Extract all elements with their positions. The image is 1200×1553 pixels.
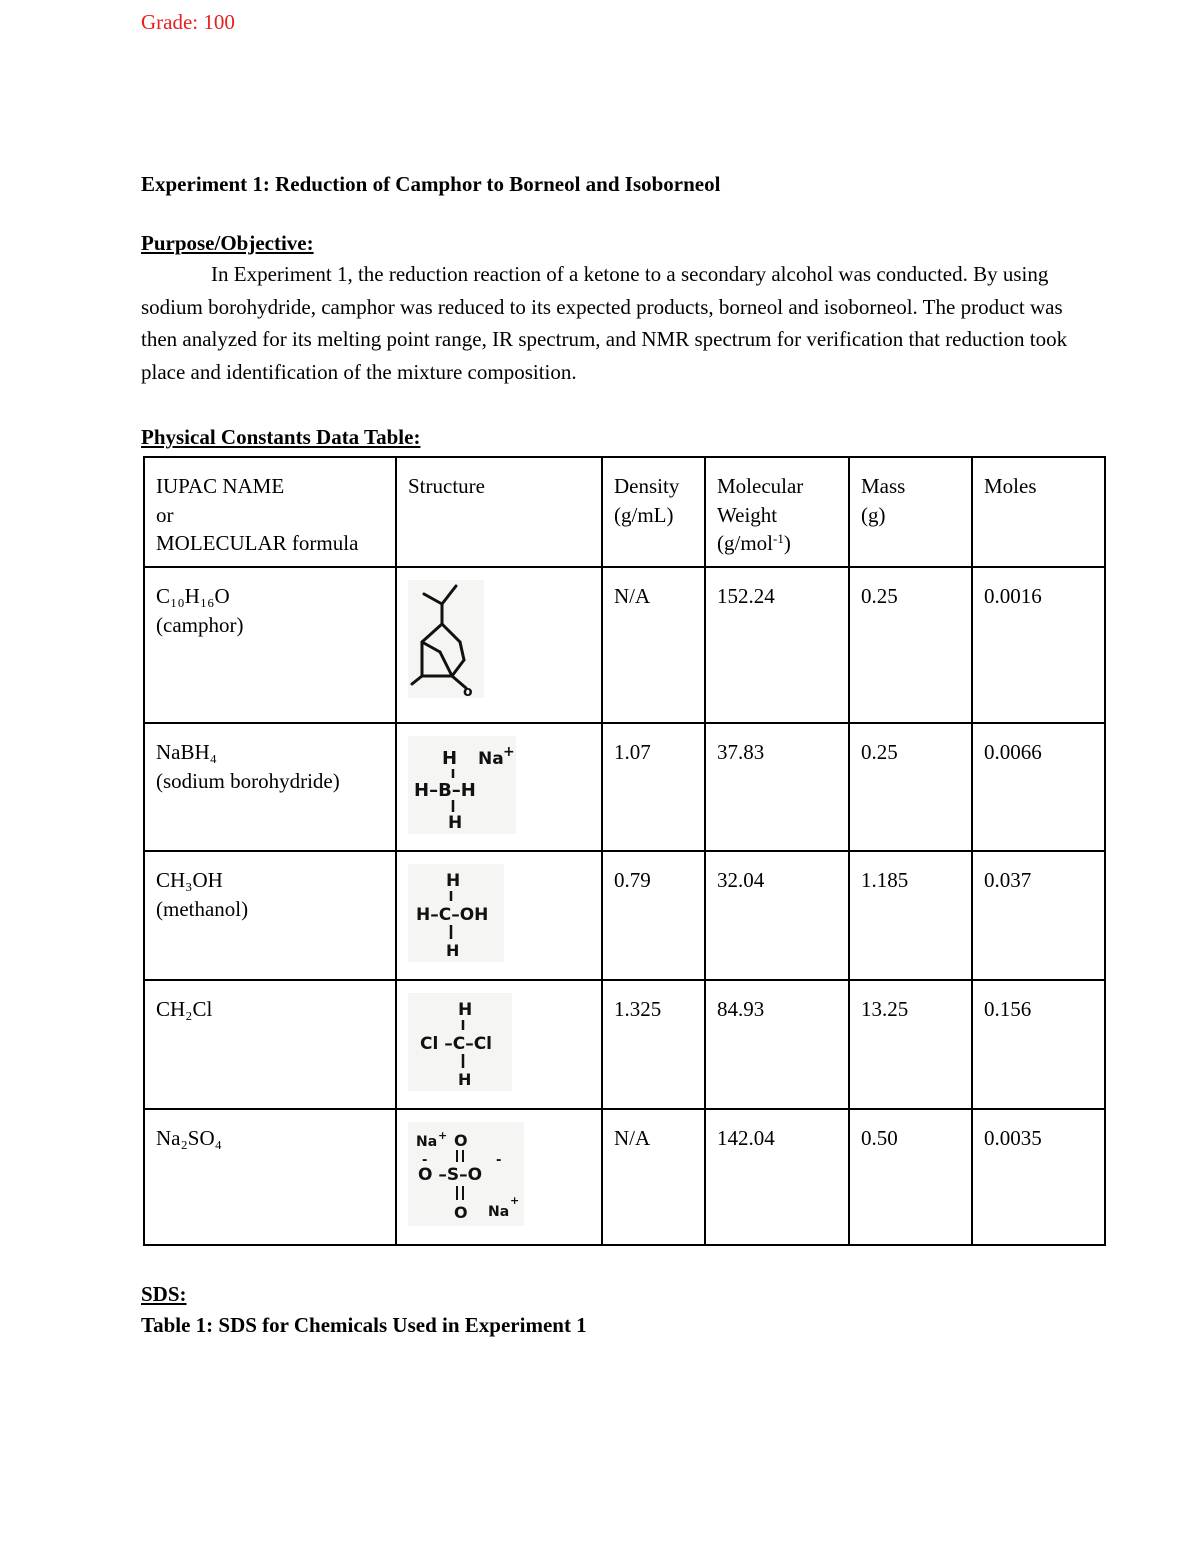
header-mass: [849, 457, 972, 567]
header-structure-text: Structure: [408, 474, 485, 498]
table-row: [144, 851, 1105, 980]
header-mw-line3: [717, 529, 838, 558]
na2so4-plus-top: +: [438, 1129, 448, 1142]
cell-moles: 0.0066: [972, 723, 1105, 851]
sds-heading: SDS:: [141, 1282, 187, 1306]
cell-mass: 0.50: [849, 1109, 972, 1245]
cell-moles: 0.0035: [972, 1109, 1105, 1245]
cell-structure: [396, 1109, 602, 1245]
formula: Na₂SO₄: [156, 1126, 222, 1150]
header-mw-unit: (g/mol: [717, 531, 773, 555]
na2so4-minus-right: -: [496, 1153, 502, 1168]
header-structure: [396, 457, 602, 567]
cell-structure: [396, 851, 602, 980]
formula: NaBH₄: [156, 740, 217, 764]
methanol-hcoh: H–C–OH: [416, 905, 489, 925]
header-density: [602, 457, 705, 567]
header-density-line2: (g/mL): [614, 502, 674, 527]
cell-moles: 0.156: [972, 980, 1105, 1109]
camphor-oxygen-label: o: [463, 684, 473, 698]
purpose-heading: Purpose/Objective:: [141, 231, 314, 255]
table-header-row: [144, 457, 1105, 567]
na2so4-na-bottom: Na: [488, 1204, 510, 1220]
methanol-structure-image: [408, 864, 504, 962]
cell-density: N/A: [602, 567, 705, 723]
header-mw-line1: Molecular: [717, 474, 804, 498]
physical-constants-heading: Physical Constants Data Table:: [141, 425, 421, 449]
header-name: [144, 457, 396, 567]
cell-moles: 0.037: [972, 851, 1105, 980]
cell-structure: [396, 723, 602, 851]
header-name-line1: IUPAC NAME: [156, 474, 285, 498]
ch2cl-clccl: Cl –C–Cl: [420, 1034, 493, 1054]
cell-name: [144, 1109, 396, 1245]
na2so4-na-top: Na: [416, 1134, 438, 1150]
cell-molecular-weight: 142.04: [705, 1109, 849, 1245]
ch2cl-h-bottom: H: [458, 1070, 472, 1089]
na2so4-minus-left: -: [422, 1153, 428, 1168]
header-mw-close: ): [783, 531, 791, 555]
formula: CH₃OH: [156, 868, 223, 892]
nabh4-na: Na: [478, 749, 504, 769]
common-name: (sodium borohydride): [156, 768, 340, 793]
methanol-h-top: H: [446, 871, 461, 891]
na2so4-plus-bottom: +: [510, 1194, 520, 1207]
cell-density: 1.07: [602, 723, 705, 851]
cell-molecular-weight: 152.24: [705, 567, 849, 723]
grade-label: Grade: 100: [141, 10, 235, 34]
cell-name: [144, 723, 396, 851]
header-moles-text: Moles: [984, 474, 1037, 498]
cell-mass: 1.185: [849, 851, 972, 980]
table-row: [144, 723, 1105, 851]
common-name: (camphor): [156, 612, 244, 637]
header-name-line2: or: [156, 502, 174, 527]
nabh4-plus: +: [503, 744, 515, 760]
formula: CH₂Cl: [156, 997, 213, 1021]
experiment-title: Experiment 1: Reduction of Camphor to Borneol and Isoborneol: [141, 172, 721, 196]
ch2cl-h-top: H: [458, 1000, 473, 1020]
cell-name: [144, 567, 396, 723]
header-mass-line1: Mass: [861, 474, 906, 498]
cell-moles: 0.0016: [972, 567, 1105, 723]
cell-density: N/A: [602, 1109, 705, 1245]
physical-constants-table: [143, 456, 1106, 1246]
table-row: [144, 567, 1105, 723]
cell-density: 1.325: [602, 980, 705, 1109]
cell-molecular-weight: 84.93: [705, 980, 849, 1109]
cell-molecular-weight: 32.04: [705, 851, 849, 980]
nabh4-structure-image: [408, 736, 516, 834]
table-row: [144, 980, 1105, 1109]
cell-density: 0.79: [602, 851, 705, 980]
ch2cl-structure-image: [408, 993, 512, 1091]
table-row: [144, 1109, 1105, 1245]
formula: C₁₀H₁₆O: [156, 584, 230, 608]
na2so4-o-bottom: O: [454, 1203, 468, 1222]
header-mw-line2: Weight: [717, 502, 778, 527]
purpose-paragraph: [141, 258, 1076, 389]
header-density-line1: Density: [614, 474, 680, 498]
nabh4-h-top: H: [442, 748, 458, 769]
na2so4-oso: O –S–O: [418, 1165, 483, 1185]
header-name-line3: MOLECULAR formula: [156, 531, 359, 555]
header-molecular-weight: [705, 457, 849, 567]
common-name: (methanol): [156, 896, 249, 921]
camphor-structure-image: [408, 580, 484, 698]
cell-structure: [396, 567, 602, 723]
cell-structure: [396, 980, 602, 1109]
header-moles: [972, 457, 1105, 567]
na2so4-structure-image: [408, 1122, 524, 1226]
header-mass-line2: (g): [861, 502, 886, 527]
cell-mass: 0.25: [849, 723, 972, 851]
methanol-h-bottom: H: [446, 941, 460, 960]
nabh4-h-bottom: H: [448, 813, 463, 833]
cell-name: [144, 980, 396, 1109]
purpose-text: In Experiment 1, the reduction reaction of a ketone to a secondary alcohol was conducted. By using sodium borohydride, camphor was reduced to its expected products, borneol and isoborneol. The product was then analyzed for its melting point range, IR spectrum, and NMR spectrum for verification that reduction took place and identification of the mixture composition.: [141, 262, 1068, 385]
cell-molecular-weight: 37.83: [705, 723, 849, 851]
nabh4-hbh: H–B–H: [414, 780, 476, 801]
header-mw-sup: -1: [773, 531, 784, 546]
cell-mass: 0.25: [849, 567, 972, 723]
sds-table-title: Table 1: SDS for Chemicals Used in Experiment 1: [141, 1313, 587, 1337]
na2so4-o-top: O: [454, 1131, 468, 1150]
cell-mass: 13.25: [849, 980, 972, 1109]
cell-name: [144, 851, 396, 980]
